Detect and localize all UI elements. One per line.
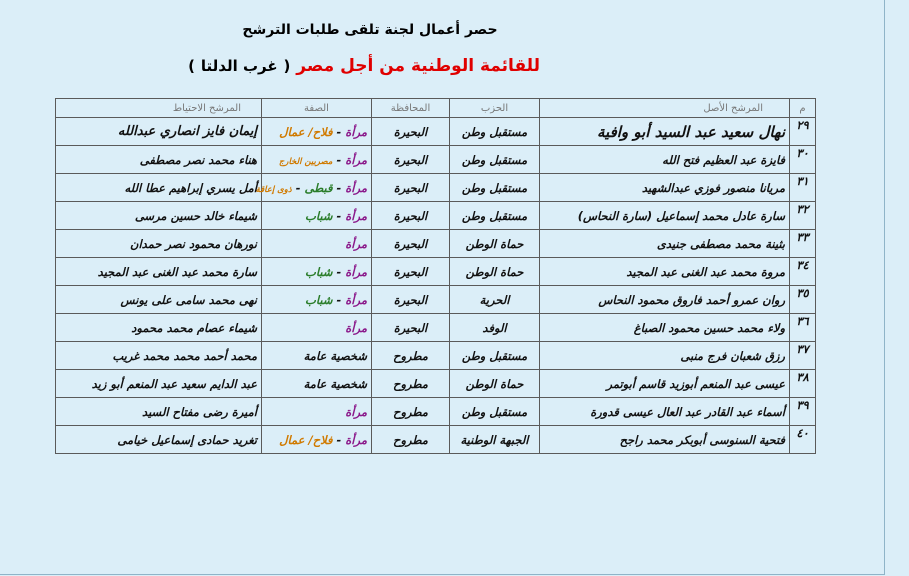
table-row: [56, 370, 816, 398]
header-original-candidate: المرشح الأصل: [540, 99, 790, 118]
capacity-part: شباب: [305, 264, 333, 279]
table-row: [56, 342, 816, 370]
capacity-part: مرأة: [345, 404, 367, 419]
governorate: البحيرة: [372, 202, 450, 230]
party: الوفد: [450, 314, 540, 342]
capacity-part: مرأة: [345, 208, 367, 223]
capacity-part: -: [332, 152, 346, 167]
party: مستقبل وطن: [450, 146, 540, 174]
original-candidate: ولاء محمد حسين محمود الصباغ: [540, 314, 790, 342]
governorate: مطروح: [372, 370, 450, 398]
capacity-part: مرأة: [345, 320, 367, 335]
row-number: ٣١: [790, 174, 816, 202]
subtitle-paren-open: (: [283, 57, 291, 75]
capacity-part: -: [332, 208, 346, 223]
original-candidate: مريانا منصور فوزي عبدالشهيد: [540, 174, 790, 202]
capacity-part: مرأة: [345, 292, 367, 307]
reserve-candidate: شيماء عصام محمد محمود: [56, 314, 262, 342]
subtitle-main: للقائمة الوطنية من أجل مصر: [296, 56, 540, 76]
capacity-part: ذوى إعاقة: [255, 184, 292, 195]
original-candidate: فتحية السنوسى أبوبكر محمد راجح: [540, 426, 790, 454]
table-header-row: [56, 99, 816, 118]
capacity: [262, 258, 372, 286]
reserve-candidate: شيماء خالد حسين مرسى: [56, 202, 262, 230]
header-governorate: المحافظة: [372, 99, 450, 118]
party: مستقبل وطن: [450, 398, 540, 426]
party: مستقبل وطن: [450, 342, 540, 370]
subtitle-paren-close: ): [188, 57, 195, 75]
table-row: [56, 174, 816, 202]
capacity: [255, 174, 372, 202]
capacity-part: -: [332, 432, 346, 447]
reserve-candidate: هناء محمد نصر مصطفى: [56, 146, 262, 174]
party: حماة الوطن: [450, 370, 540, 398]
row-number: ٣٤: [790, 258, 816, 286]
governorate: مطروح: [372, 342, 450, 370]
row-number: ٣٦: [790, 314, 816, 342]
capacity-part: -: [332, 264, 346, 279]
capacity: [262, 342, 372, 370]
capacity-part: -: [332, 292, 346, 307]
reserve-candidate: أميرة رضى مفتاح السيد: [56, 398, 262, 426]
capacity-part: فلاح/ عمال: [279, 124, 333, 139]
capacity-part: مصريين الخارج: [278, 156, 333, 167]
reserve-candidate: إيمان فايز انصاري عبدالله: [56, 118, 262, 146]
table-row: [56, 118, 816, 146]
header-capacity: الصفة: [262, 99, 372, 118]
table-row: [56, 426, 816, 454]
original-candidate: روان عمرو أحمد فاروق محمود النحاس: [540, 286, 790, 314]
governorate: مطروح: [372, 426, 450, 454]
original-candidate: أسماء عبد القادر عبد العال عيسى قدورة: [540, 398, 790, 426]
capacity: [262, 398, 372, 426]
governorate: مطروح: [372, 398, 450, 426]
page-subtitle: [160, 56, 540, 76]
governorate: البحيرة: [372, 174, 450, 202]
original-candidate: بثينة محمد مصطفى جنيدى: [540, 230, 790, 258]
capacity-part: مرأة: [345, 180, 367, 195]
row-number: ٣٥: [790, 286, 816, 314]
original-candidate: عيسى عبد المنعم أبوزيد قاسم أبوتمر: [540, 370, 790, 398]
capacity-part: شخصية عامة: [303, 348, 367, 363]
capacity-part: مرأة: [345, 264, 367, 279]
capacity: [262, 230, 372, 258]
capacity-part: مرأة: [345, 124, 367, 139]
page-title: حصر أعمال لجنة تلقى طلبات الترشح: [242, 22, 498, 38]
original-candidate: رزق شعبان فرج منبى: [540, 342, 790, 370]
governorate: البحيرة: [372, 118, 450, 146]
capacity-part: قبطى: [304, 180, 333, 195]
capacity-part: شخصية عامة: [303, 376, 367, 391]
row-number: ٣٣: [790, 230, 816, 258]
capacity: [262, 426, 372, 454]
capacity: [262, 286, 372, 314]
governorate: البحيرة: [372, 314, 450, 342]
capacity-part: شباب: [305, 208, 333, 223]
original-candidate: سارة عادل محمد إسماعيل (سارة النحاس): [540, 202, 790, 230]
capacity-part: فلاح/ عمال: [279, 432, 333, 447]
governorate: البحيرة: [372, 286, 450, 314]
original-candidate: فايزة عبد العظيم فتح الله: [540, 146, 790, 174]
table-row: [56, 202, 816, 230]
capacity-part: مرأة: [345, 152, 367, 167]
subtitle-region: غرب الدلتا: [200, 57, 278, 75]
header-number: م: [790, 99, 816, 118]
row-number: ٣٢: [790, 202, 816, 230]
reserve-candidate: عبد الدايم سعيد عبد المنعم أبو زيد: [56, 370, 262, 398]
party: حماة الوطن: [450, 230, 540, 258]
reserve-candidate: محمد أحمد محمد محمد غريب: [56, 342, 262, 370]
party: مستقبل وطن: [450, 202, 540, 230]
table-body: [56, 118, 816, 454]
reserve-candidate: نهى محمد سامى على يونس: [56, 286, 262, 314]
governorate: البحيرة: [372, 258, 450, 286]
capacity: [262, 370, 372, 398]
capacity-part: مرأة: [345, 432, 367, 447]
reserve-candidate: أمل يسري إبراهيم عطا الله: [56, 174, 262, 202]
candidates-table: [55, 98, 816, 454]
row-number: ٤٠: [790, 426, 816, 454]
capacity-part: -: [332, 180, 346, 195]
table-row: [56, 258, 816, 286]
original-candidate: مروة محمد عبد الغنى عبد المجيد: [540, 258, 790, 286]
capacity: [262, 118, 372, 146]
party: الجبهة الوطنية: [450, 426, 540, 454]
table-row: [56, 146, 816, 174]
party: مستقبل وطن: [450, 174, 540, 202]
governorate: البحيرة: [372, 146, 450, 174]
party: الحرية: [450, 286, 540, 314]
party: مستقبل وطن: [450, 118, 540, 146]
row-number: ٣٨: [790, 370, 816, 398]
table-row: [56, 314, 816, 342]
table-row: [56, 398, 816, 426]
header-reserve-candidate: المرشح الاحتياط: [56, 99, 262, 118]
row-number: ٣٩: [790, 398, 816, 426]
party: حماة الوطن: [450, 258, 540, 286]
row-number: ٣٠: [790, 146, 816, 174]
capacity: [262, 202, 372, 230]
table-row: [56, 286, 816, 314]
capacity-part: -: [332, 124, 346, 139]
table-row: [56, 230, 816, 258]
reserve-candidate: تغريد حمادى إسماعيل خيامى: [56, 426, 262, 454]
reserve-candidate: نورهان محمود نصر حمدان: [56, 230, 262, 258]
reserve-candidate: سارة محمد عبد الغنى عبد المجيد: [56, 258, 262, 286]
capacity-part: -: [291, 180, 305, 195]
capacity: [262, 146, 372, 174]
governorate: البحيرة: [372, 230, 450, 258]
row-number: ٢٩: [790, 118, 816, 146]
original-candidate: نهال سعيد عبد السيد أبو وافية: [540, 118, 790, 146]
capacity-part: شباب: [305, 292, 333, 307]
header-party: الحزب: [450, 99, 540, 118]
row-number: ٣٧: [790, 342, 816, 370]
capacity: [262, 314, 372, 342]
capacity-part: مرأة: [345, 236, 367, 251]
